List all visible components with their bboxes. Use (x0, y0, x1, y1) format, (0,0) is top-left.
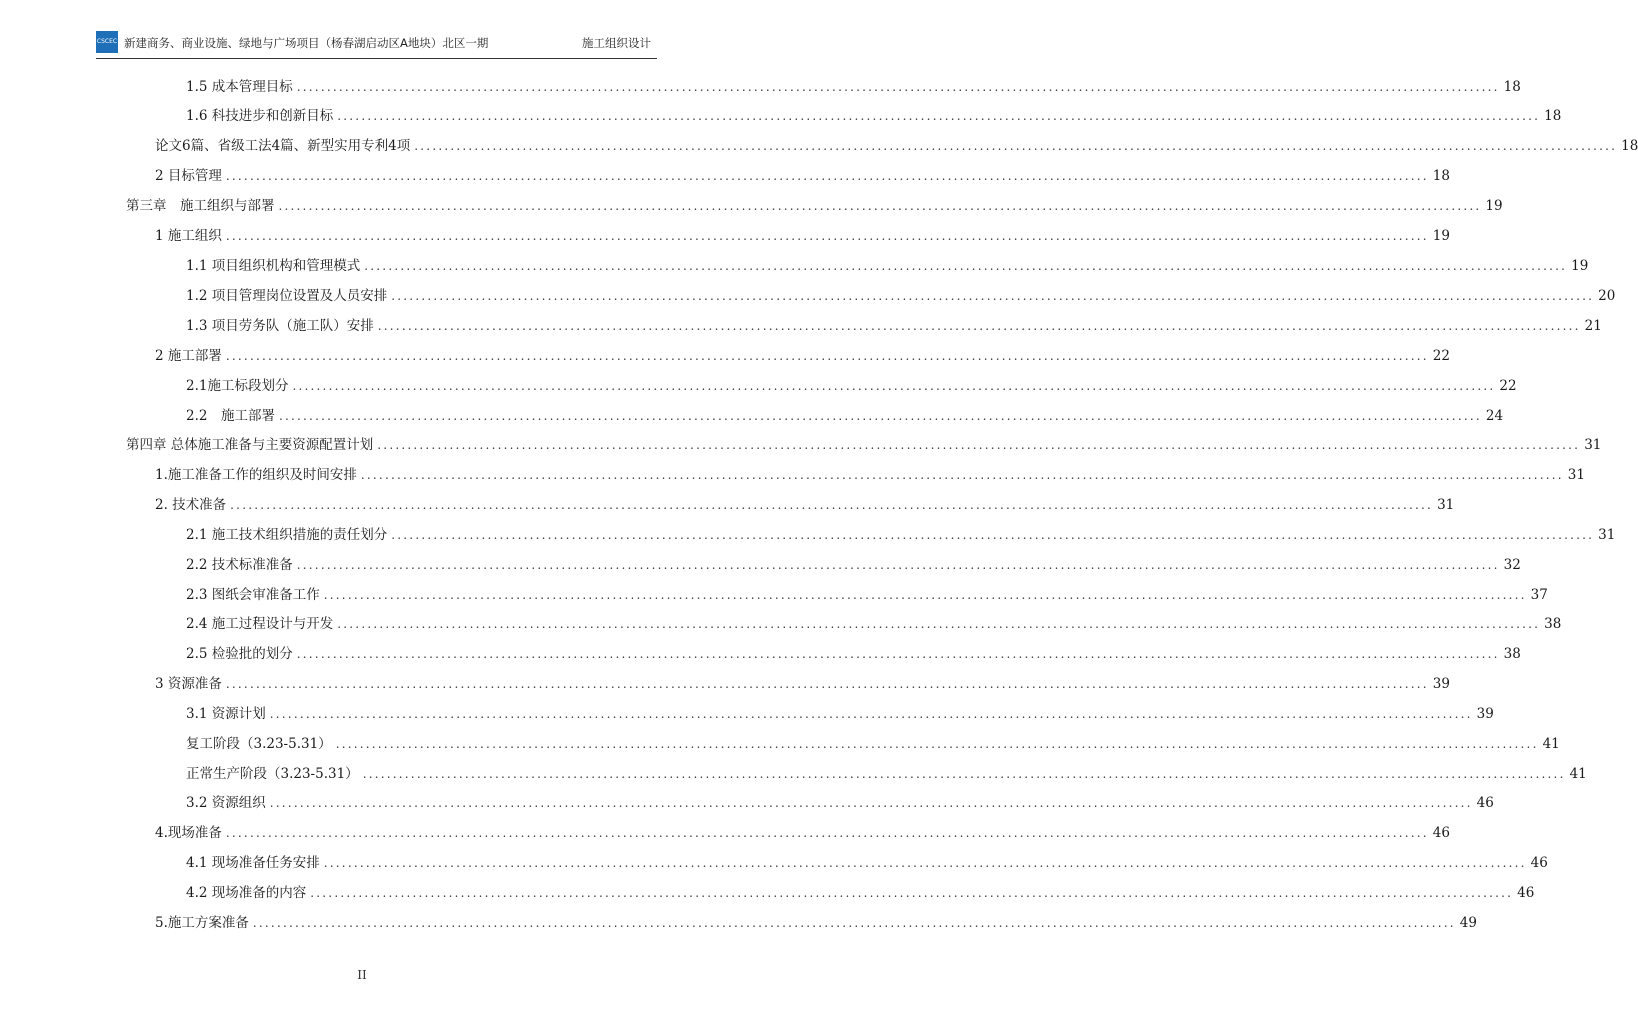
toc-entry-title: 2 施工部署 (155, 348, 222, 364)
toc-leader-dots: ........................................................................................................................................................................................................ (296, 80, 1500, 94)
toc-leader-dots: ........................................................................................................................................................................................................ (252, 916, 1456, 930)
toc-entry-page: 31 (1598, 527, 1616, 543)
toc-entry-title: 正常生产阶段（3.23-5.31） (186, 766, 359, 782)
toc-entry[interactable] (186, 284, 1616, 304)
toc-entry-page: 39 (1476, 706, 1494, 722)
toc-leader-dots: ........................................................................................................................................................................................................ (269, 707, 1473, 721)
toc-entry-page: 18 (1544, 108, 1562, 124)
toc-entry-title: 2.2 施工部署 (186, 408, 275, 424)
toc-entry[interactable] (186, 791, 1494, 811)
toc-entry[interactable] (186, 75, 1521, 95)
toc-entry[interactable] (155, 134, 1638, 154)
header-divider (96, 58, 657, 59)
company-logo: CSCEC (96, 31, 118, 53)
toc-entry-page: 21 (1584, 318, 1602, 334)
toc-entry[interactable] (155, 493, 1455, 513)
toc-entry[interactable] (126, 433, 1602, 453)
toc-leader-dots: ........................................................................................................................................................................................................ (230, 498, 1434, 512)
toc-entry-title: 第三章 施工组织与部署 (126, 198, 275, 214)
toc-entry[interactable] (186, 553, 1521, 573)
toc-entry-title: 4.现场准备 (155, 825, 222, 841)
toc-entry[interactable] (186, 881, 1535, 901)
toc-entry-page: 41 (1569, 766, 1587, 782)
toc-entry-page: 18 (1621, 138, 1638, 154)
toc-leader-dots: ........................................................................................................................................................................................................ (225, 826, 1429, 840)
toc-entry-title: 4.2 现场准备的内容 (186, 885, 307, 901)
toc-entry[interactable] (126, 194, 1503, 214)
toc-entry-title: 第四章 总体施工准备与主要资源配置计划 (126, 437, 374, 453)
toc-entry-title: 2.1 施工技术组织措施的责任划分 (186, 527, 388, 543)
toc-entry-title: 3 资源准备 (155, 676, 222, 692)
toc-leader-dots: ........................................................................................................................................................................................................ (269, 796, 1473, 810)
toc-entry-page: 37 (1530, 587, 1548, 603)
toc-leader-dots: ........................................................................................................................................................................................................ (225, 677, 1429, 691)
toc-leader-dots: ........................................................................................................................................................................................................ (377, 438, 1581, 452)
toc-leader-dots: ........................................................................................................................................................................................................ (278, 199, 1482, 213)
toc-entry-page: 31 (1437, 497, 1455, 513)
toc-entry-title: 论文6篇、省级工法4篇、新型实用专利4项 (155, 138, 411, 154)
toc-entry-page: 46 (1432, 825, 1450, 841)
toc-entry-page: 46 (1476, 795, 1494, 811)
document-type: 施工组织设计 (582, 36, 651, 50)
toc-entry[interactable] (186, 612, 1562, 632)
toc-leader-dots: ........................................................................................................................................................................................................ (391, 528, 1595, 542)
toc-entry[interactable] (186, 314, 1602, 334)
toc-entry-title: 1.5 成本管理目标 (186, 79, 293, 95)
toc-entry[interactable] (186, 583, 1548, 603)
toc-entry-page: 18 (1503, 79, 1521, 95)
toc-entry[interactable] (186, 851, 1548, 871)
toc-entry[interactable] (155, 164, 1450, 184)
toc-entry[interactable] (155, 821, 1450, 841)
toc-leader-dots: ........................................................................................................................................................................................................ (292, 379, 1496, 393)
toc-entry-page: 19 (1485, 198, 1503, 214)
toc-entry-page: 46 (1517, 885, 1535, 901)
project-title: 新建商务、商业设施、绿地与广场项目（杨春湖启动区A地块）北区一期 (124, 36, 489, 50)
toc-leader-dots: ........................................................................................................................................................................................................ (364, 259, 1568, 273)
toc-entry-title: 2.2 技术标准准备 (186, 557, 293, 573)
toc-leader-dots: ........................................................................................................................................................................................................ (225, 169, 1429, 183)
toc-entry-title: 1.1 项目组织机构和管理模式 (186, 258, 361, 274)
toc-entry[interactable] (186, 702, 1494, 722)
toc-leader-dots: ........................................................................................................................................................................................................ (323, 856, 1527, 870)
toc-leader-dots: ........................................................................................................................................................................................................ (296, 647, 1500, 661)
toc-leader-dots: ........................................................................................................................................................................................................ (360, 468, 1564, 482)
toc-entry-page: 18 (1432, 168, 1450, 184)
toc-entry-title: 复工阶段（3.23-5.31） (186, 736, 332, 752)
page-number: II (357, 968, 367, 982)
toc-leader-dots: ........................................................................................................................................................................................................ (335, 737, 1539, 751)
toc-entry[interactable] (155, 911, 1477, 931)
toc-entry[interactable] (186, 523, 1616, 543)
toc-entry[interactable] (186, 732, 1560, 752)
toc-entry[interactable] (186, 374, 1517, 394)
toc-entry-page: 19 (1432, 228, 1450, 244)
toc-leader-dots: ........................................................................................................................................................................................................ (362, 767, 1566, 781)
toc-entry-page: 32 (1503, 557, 1521, 573)
toc-entry-title: 1 施工组织 (155, 228, 222, 244)
toc-entry-title: 1.2 项目管理岗位设置及人员安排 (186, 288, 388, 304)
toc-entry-title: 1.3 项目劳务队（施工队）安排 (186, 318, 374, 334)
toc-entry-title: 3.2 资源组织 (186, 795, 266, 811)
toc-entry[interactable] (186, 642, 1521, 662)
toc-entry-page: 39 (1432, 676, 1450, 692)
toc-leader-dots: ........................................................................................................................................................................................................ (225, 229, 1429, 243)
toc-entry[interactable] (155, 224, 1450, 244)
toc-leader-dots: ........................................................................................................................................................................................................ (225, 349, 1429, 363)
page-header (96, 30, 657, 58)
toc-entry-page: 31 (1567, 467, 1585, 483)
toc-entry-page: 22 (1432, 348, 1450, 364)
toc-leader-dots: ........................................................................................................................................................................................................ (323, 588, 1527, 602)
toc-entry-page: 49 (1459, 915, 1477, 931)
toc-entry-title: 2.3 图纸会审准备工作 (186, 587, 320, 603)
toc-entry-page: 41 (1542, 736, 1560, 752)
toc-leader-dots: ........................................................................................................................................................................................................ (337, 617, 1541, 631)
toc-entry-title: 4.1 现场准备任务安排 (186, 855, 320, 871)
toc-entry[interactable] (186, 404, 1504, 424)
toc-entry-title: 3.1 资源计划 (186, 706, 266, 722)
toc-entry[interactable] (155, 463, 1585, 483)
toc-entry-page: 24 (1485, 408, 1504, 424)
toc-entry[interactable] (186, 762, 1587, 782)
toc-entry[interactable] (186, 254, 1589, 274)
toc-entry-page: 46 (1530, 855, 1548, 871)
toc-leader-dots: ........................................................................................................................................................................................................ (391, 289, 1595, 303)
toc-entry-page: 20 (1598, 288, 1616, 304)
toc-entry-title: 2 目标管理 (155, 168, 222, 184)
toc-entry-title: 2. 技术准备 (155, 497, 227, 513)
toc-entry-title: 2.4 施工过程设计与开发 (186, 616, 334, 632)
toc-leader-dots: ........................................................................................................................................................................................................ (310, 886, 1514, 900)
toc-entry-title: 2.1施工标段划分 (186, 378, 289, 394)
toc-leader-dots: ........................................................................................................................................................................................................ (377, 319, 1581, 333)
toc-leader-dots: ........................................................................................................................................................................................................ (414, 139, 1618, 153)
toc-entry[interactable] (155, 344, 1450, 364)
toc-entry-page: 19 (1571, 258, 1589, 274)
toc-leader-dots: ........................................................................................................................................................................................................ (337, 109, 1541, 123)
toc-entry-title: 5.施工方案准备 (155, 915, 249, 931)
toc-entry-title: 1.施工准备工作的组织及时间安排 (155, 467, 357, 483)
toc-entry-page: 22 (1499, 378, 1517, 394)
toc-entry-page: 38 (1503, 646, 1521, 662)
toc-entry[interactable] (155, 672, 1450, 692)
toc-entry[interactable] (186, 104, 1562, 124)
toc-entry-page: 38 (1544, 616, 1562, 632)
toc-leader-dots: ........................................................................................................................................................................................................ (278, 409, 1482, 423)
toc-entry-title: 2.5 检验批的划分 (186, 646, 293, 662)
toc-entry-title: 1.6 科技进步和创新目标 (186, 108, 334, 124)
toc-leader-dots: ........................................................................................................................................................................................................ (296, 558, 1500, 572)
toc-entry-page: 31 (1584, 437, 1602, 453)
